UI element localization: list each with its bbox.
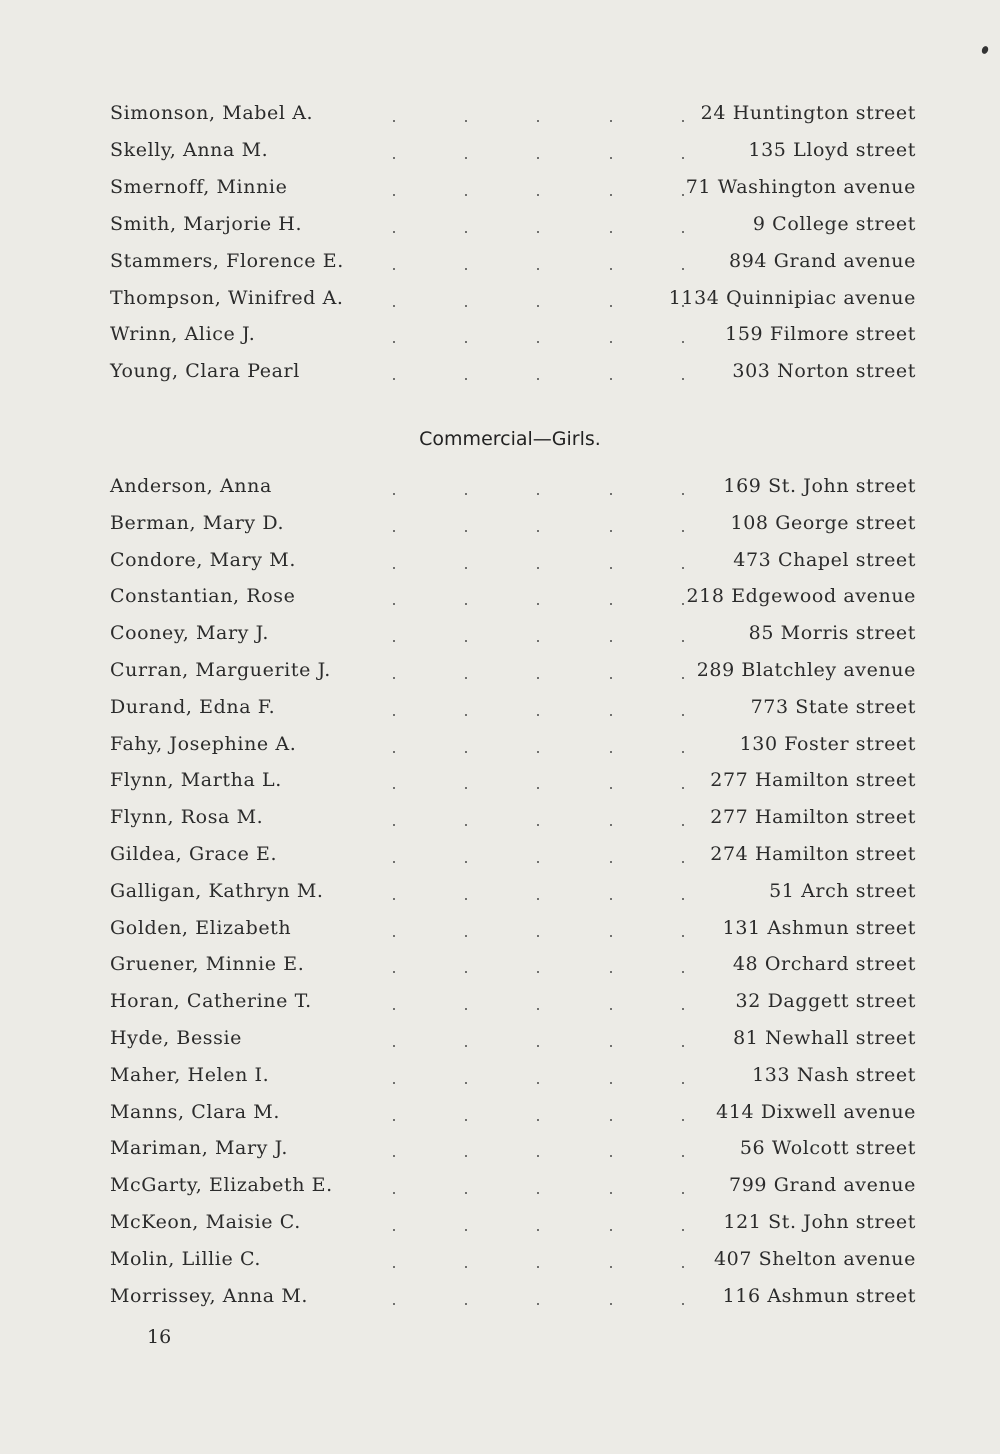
list-item <box>0 1211 1000 1241</box>
list-item <box>0 990 1000 1020</box>
entry-address: 131 Ashmun street <box>722 916 916 939</box>
entry-name: Morrissey, Anna M. <box>110 1284 309 1307</box>
list-item <box>0 917 1000 947</box>
entry-name: Manns, Clara M. <box>110 1100 280 1123</box>
list-item <box>0 806 1000 836</box>
list-item <box>0 250 1000 280</box>
entry-name: Fahy, Josephine A. <box>110 732 297 755</box>
entry-name: Skelly, Anna M. <box>110 138 269 161</box>
entry-address: 289 Blatchley avenue <box>696 659 916 681</box>
entry-address: 135 Lloyd street <box>748 138 916 161</box>
entry-address: 169 St. John street <box>723 475 916 497</box>
list-item <box>0 622 1000 652</box>
list-item <box>0 512 1000 542</box>
entry-address: 32 Daggett street <box>735 990 916 1013</box>
entry-address: 218 Edgewood avenue <box>686 585 916 608</box>
entry-address: 133 Nash street <box>752 1063 916 1086</box>
entry-name: Mariman, Mary J. <box>110 1137 289 1160</box>
entry-address: 274 Hamilton street <box>710 843 916 865</box>
entry-name: Flynn, Martha L. <box>110 769 282 792</box>
list-item <box>0 1285 1000 1315</box>
entry-name: Berman, Mary D. <box>110 511 285 534</box>
list-item <box>0 360 1000 390</box>
list-item <box>0 1174 1000 1204</box>
entry-address: 799 Grand avenue <box>729 1174 916 1197</box>
list-item <box>0 585 1000 615</box>
ink-speck <box>981 45 990 55</box>
entry-address: 473 Chapel street <box>733 548 916 571</box>
entry-name: Gildea, Grace E. <box>110 843 278 865</box>
list-item <box>0 287 1000 317</box>
entry-name: Stammers, Florence E. <box>110 249 344 272</box>
entry-address: 414 Dixwell avenue <box>716 1100 916 1123</box>
entry-name: Young, Clara Pearl <box>110 360 300 383</box>
entry-name: McKeon, Maisie C. <box>110 1211 301 1233</box>
entry-name: Maher, Helen I. <box>110 1063 270 1086</box>
entry-address: 277 Hamilton street <box>710 769 916 792</box>
entry-name: Smith, Marjorie H. <box>110 212 303 235</box>
list-item <box>0 880 1000 910</box>
list-item <box>0 769 1000 799</box>
list-item <box>0 733 1000 763</box>
page-number: 16 <box>147 1326 172 1348</box>
entry-address: 108 George street <box>730 511 916 534</box>
entry-address: 56 Wolcott street <box>739 1137 916 1160</box>
entry-address: 303 Norton street <box>732 360 916 383</box>
list-item <box>0 213 1000 243</box>
entry-name: Flynn, Rosa M. <box>110 806 264 829</box>
list-item <box>0 475 1000 505</box>
list-item <box>0 139 1000 169</box>
entry-name: Anderson, Anna <box>110 475 272 497</box>
entry-address: 9 College street <box>752 212 916 235</box>
entry-address: 773 State street <box>750 695 916 718</box>
entry-name: Wrinn, Alice J. <box>110 323 256 346</box>
entry-name: Cooney, Mary J. <box>110 622 270 645</box>
entry-address: 1134 Quinnipiac avenue <box>668 286 916 309</box>
list-item <box>0 696 1000 726</box>
entry-address: 24 Huntington street <box>700 102 916 124</box>
entry-name: Constantian, Rose <box>110 585 296 608</box>
entry-name: Horan, Catherine T. <box>110 990 312 1013</box>
section-heading: Commercial—Girls. <box>419 428 601 450</box>
entry-address: 121 St. John street <box>723 1211 916 1233</box>
entry-address: 159 Filmore street <box>725 323 916 346</box>
entry-address: 85 Morris street <box>748 622 916 645</box>
entry-name: Condore, Mary M. <box>110 548 296 571</box>
entry-address: 116 Ashmun street <box>722 1284 916 1307</box>
list-item <box>0 1101 1000 1131</box>
list-item <box>0 549 1000 579</box>
entry-name: Smernoff, Minnie <box>110 175 288 198</box>
list-item <box>0 843 1000 873</box>
entry-name: Gruener, Minnie E. <box>110 953 305 976</box>
entry-address: 71 Washington avenue <box>685 175 916 198</box>
entry-name: Galligan, Kathryn M. <box>110 879 324 902</box>
entry-name: McGarty, Elizabeth E. <box>110 1174 333 1197</box>
list-item <box>0 1064 1000 1094</box>
entry-name: Hyde, Bessie <box>110 1027 243 1049</box>
entry-name: Thompson, Winifred A. <box>110 286 344 309</box>
list-item <box>0 1027 1000 1057</box>
list-item <box>0 1248 1000 1278</box>
entry-address: 48 Orchard street <box>732 953 916 976</box>
list-item <box>0 659 1000 689</box>
entry-address: 81 Newhall street <box>733 1027 916 1049</box>
list-item <box>0 953 1000 983</box>
list-item <box>0 176 1000 206</box>
entry-name: Golden, Elizabeth <box>110 916 292 939</box>
list-item <box>0 102 1000 132</box>
entry-name: Durand, Edna F. <box>110 695 276 718</box>
entry-name: Curran, Marguerite J. <box>110 659 331 681</box>
entry-address: 130 Foster street <box>739 732 916 755</box>
entry-address: 894 Grand avenue <box>729 249 916 272</box>
list-item <box>0 1137 1000 1167</box>
entry-address: 277 Hamilton street <box>710 806 916 829</box>
entry-name: Simonson, Mabel A. <box>110 102 314 124</box>
list-item <box>0 323 1000 353</box>
entry-address: 407 Shelton avenue <box>713 1247 916 1270</box>
entry-name: Molin, Lillie C. <box>110 1247 262 1270</box>
entry-address: 51 Arch street <box>769 879 916 902</box>
